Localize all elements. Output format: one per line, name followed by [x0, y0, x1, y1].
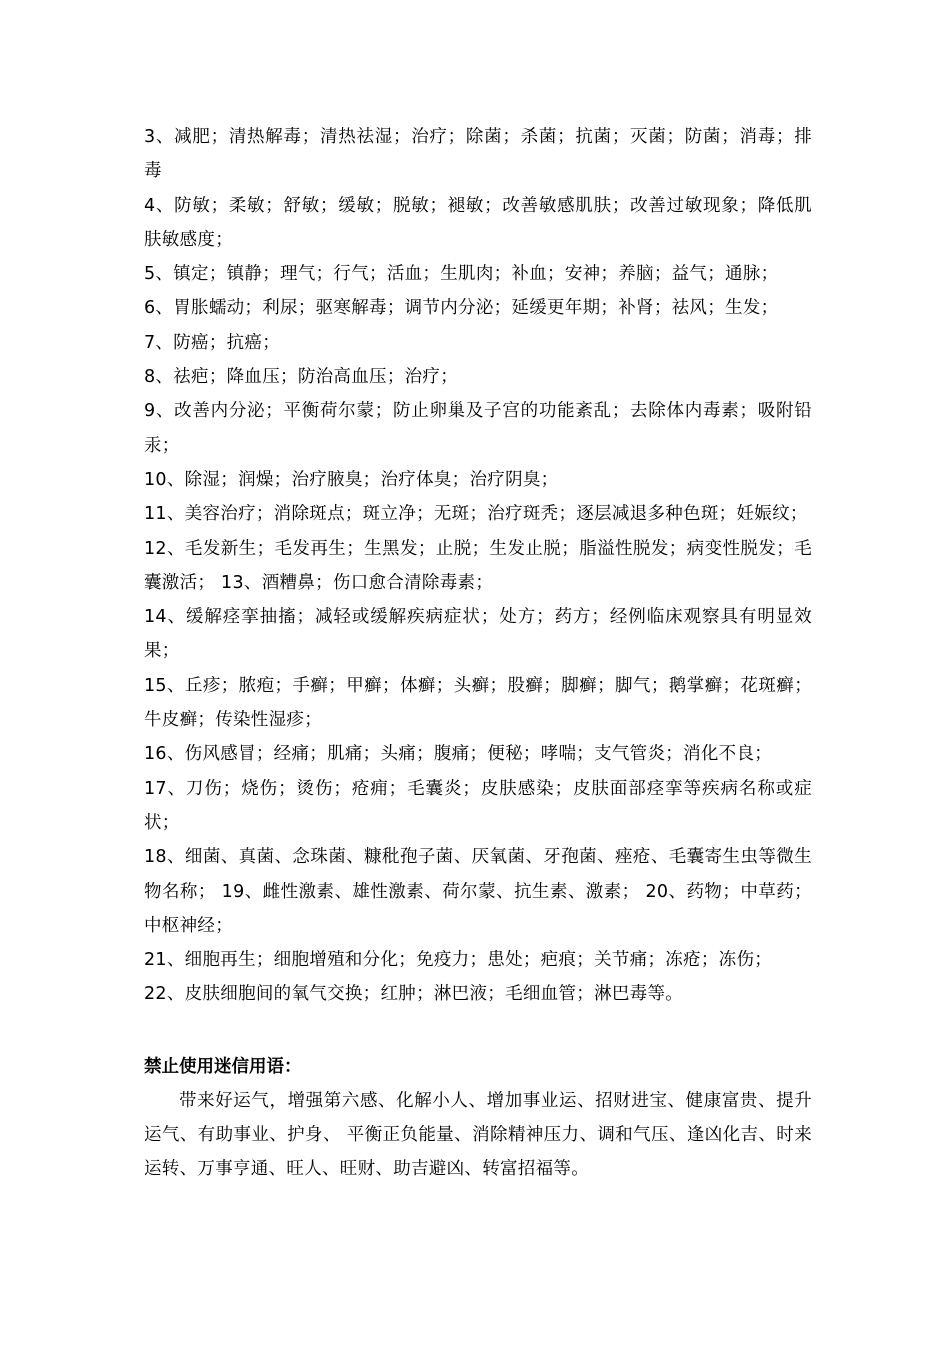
- list-item-9: 9、改善内分泌；平衡荷尔蒙；防止卵巢及子宫的功能紊乱；去除体内毒素；吸附铅汞；: [144, 401, 812, 456]
- section-spacer: [144, 1012, 812, 1050]
- list-item-22: 22、皮肤细胞间的氧气交换；红肿；淋巴液；毛细血管；淋巴毒等。: [144, 984, 684, 1005]
- list-item-4: 4、防敏；柔敏；舒敏；缓敏；脱敏；褪敏；改善敏感肌肤；改善过敏现象；降低肌肤敏感度；: [144, 195, 812, 250]
- document-page: [144, 120, 812, 1187]
- list-item-6: 6、胃胀蠕动；利尿；驱寒解毒；调节内分泌；延缓更年期；补肾；祛风；生发；: [144, 298, 779, 319]
- list-item-15: 15、丘疹；脓疱；手癣；甲癣；体癣；头癣；股癣；脚癣；脚气；鹅掌癣；花斑癣；牛皮癣；传染性湿疹；: [144, 675, 812, 731]
- list-item-18-20: 18、细菌、真菌、念珠菌、糠秕孢子菌、厌氧菌、牙孢菌、痤疮、毛囊寄生虫等微生物名称； 19、雌性激素、雄性激素、荷尔蒙、抗生素、激素； 20、药物；中草药；中枢神经；: [144, 847, 812, 936]
- list-item-12-13: 12、毛发新生；毛发再生；生黑发；止脱；生发止脱；脂溢性脱发；病变性脱发；毛囊激活； 13、酒糟鼻；伤口愈合清除毒素；: [144, 538, 812, 593]
- section-heading: 禁止使用迷信用语：: [144, 1056, 302, 1077]
- list-item-11: 11、美容治疗；消除斑点；斑立净；无斑；治疗斑秃；逐层减退多种色斑；妊娠纹；: [144, 504, 808, 525]
- list-item-8: 8、祛疤；降血压；防治高血压；治疗；: [144, 367, 459, 388]
- list-item-16: 16、伤风感冒；经痛；肌痛；头痛；腹痛；便秘；哮喘；支气管炎；消化不良；: [144, 744, 773, 765]
- list-item-10: 10、除湿；润燥；治疗腋臭；治疗体臭；治疗阴臭；: [144, 469, 559, 490]
- section-body: 带来好运气，增强第六感、化解小人、增加事业运、招财进宝、健康富贵、提升运气、有助事业、护身、 平衡正负能量、消除精神压力、调和气压、逢凶化吉、时来运转、万事亨通、旺人、旺财、助吉避凶、转富招福等。: [144, 1090, 812, 1180]
- list-item-7: 7、防癌；抗癌；: [144, 332, 281, 353]
- list-item-3: 3、减肥；清热解毒；清热祛湿；治疗；除菌；杀菌；抗菌；灭菌；防菌；消毒；排毒: [144, 127, 812, 182]
- list-item-21: 21、细胞再生；细胞增殖和分化；免疫力；患处；疤痕；关节痛；冻疮；冻伤；: [144, 950, 773, 971]
- list-item-17: 17、刀伤；烧伤；烫伤；疮痈；毛囊炎；皮肤感染；皮肤面部痉挛等疾病名称或症状；: [144, 778, 812, 833]
- list-item-5: 5、镇定；镇静；理气；行气；活血；生肌肉；补血；安神；养脑；益气；通脉；: [144, 264, 779, 285]
- list-item-14: 14、缓解痉挛抽搐；减轻或缓解疾病症状；处方；药方；经例临床观察具有明显效果；: [144, 607, 812, 662]
